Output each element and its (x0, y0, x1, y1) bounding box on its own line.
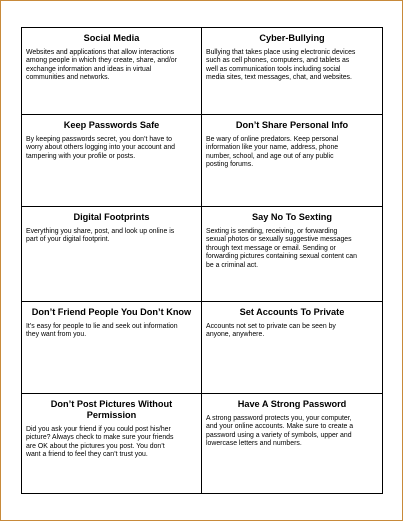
card-title: Keep Passwords Safe (63, 120, 160, 130)
card-title: Set Accounts To Private (239, 307, 345, 317)
card-title: Don’t Share Personal Info (235, 120, 349, 130)
card-title: Social Media (83, 33, 140, 43)
card-dont-post-pictures (22, 394, 202, 494)
card-body: Did you ask your friend if you could post his/her picture? Always check to make sure your friends are OK about the pictures you post. You don’t want a friend to feel they can’t trust you. (26, 426, 174, 459)
card-keep-passwords-safe (22, 115, 202, 207)
card-body: Bullying that takes place using electronic devices such as cell phones, computers, and tablets as well as communication tools including social media sites, text messages, chat, and websites. (206, 49, 356, 82)
card-social-media (22, 28, 202, 115)
card-strong-password (202, 394, 383, 494)
card-title: Don’t Friend People You Don’t Know (31, 307, 192, 317)
card-say-no-to-sexting (202, 207, 383, 302)
card-body: A strong password protects you, your computer, and your online accounts. Make sure to create a password using a variety of symbols, upper and lowercase letters and numbers. (206, 415, 354, 448)
card-body: Everything you share, post, and look up online is part of your digital footprint. (26, 228, 175, 244)
card-body: By keeping passwords secret, you don’t have to worry about others logging into your account and tampering with your profile or posts. (26, 136, 176, 160)
card-title: Digital Footprints (73, 212, 150, 222)
card-dont-friend-strangers (22, 302, 202, 394)
card-title: Have A Strong Password (237, 399, 347, 409)
card-dont-share-personal-info (202, 115, 383, 207)
card-digital-footprints (22, 207, 202, 302)
card-set-accounts-private (202, 302, 383, 394)
card-title: Cyber-Bullying (259, 33, 325, 43)
card-body: Sexting is sending, receiving, or forwarding sexual photos or sexually suggestive messages through text message or email. Sending or forwarding pictures containing sexual content can be a criminal act. (206, 228, 357, 269)
card-title: Don’t Post Pictures Without Permission (50, 399, 173, 420)
card-body: Accounts not set to private can be seen by anyone, anywhere. (206, 323, 336, 339)
card-grid (21, 27, 383, 494)
card-body: Websites and applications that allow interactions among people in which they create, share, and/or exchange information and ideas in virtual communities and networks. (26, 49, 177, 82)
card-cyber-bullying (202, 28, 383, 115)
card-body: It’s easy for people to lie and seek out information they want from you. (26, 323, 178, 339)
card-body: Be wary of online predators. Keep personal information like your name, address, phone number, school, and age out of any public posting forums. (206, 136, 339, 169)
card-title: Say No To Sexting (252, 212, 332, 222)
